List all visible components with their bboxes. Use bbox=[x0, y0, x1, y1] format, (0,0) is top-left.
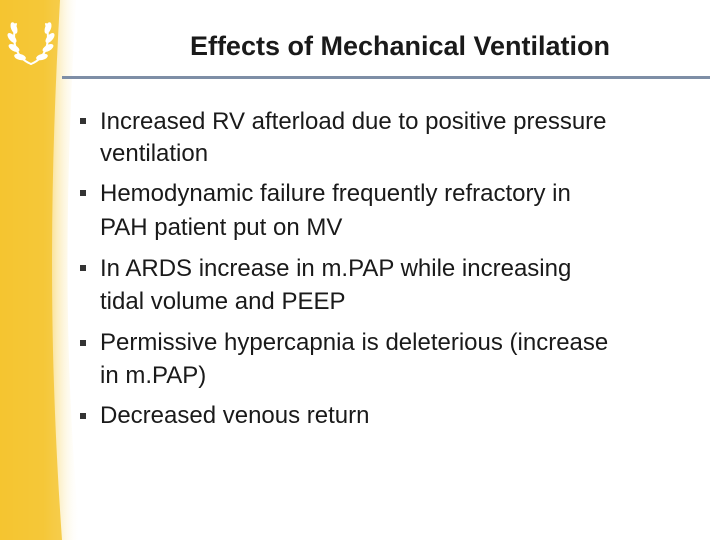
square-bullet-icon bbox=[80, 190, 86, 196]
bullet-1-line-1: Increased RV afterload due to positive pressure bbox=[100, 108, 607, 135]
square-bullet-icon bbox=[80, 265, 86, 271]
bullet-4-line-1: Permissive hypercapnia is deleterious (increase bbox=[100, 329, 609, 356]
square-bullet-icon bbox=[80, 118, 86, 124]
bullet-4-line-2: in m.PAP) bbox=[100, 362, 207, 389]
square-bullet-icon bbox=[80, 413, 86, 419]
title-divider bbox=[62, 76, 710, 79]
square-bullet-icon bbox=[80, 340, 86, 346]
bullet-3-line-1: In ARDS increase in m.PAP while increasing bbox=[100, 255, 572, 282]
laurel-wreath-icon bbox=[6, 12, 56, 70]
bullet-2-line-1: Hemodynamic failure frequently refractory in bbox=[100, 180, 571, 207]
bullet-3-line-2: tidal volume and PEEP bbox=[100, 288, 346, 315]
slide-title: Effects of Mechanical Ventilation bbox=[189, 31, 611, 61]
side-band-decoration bbox=[0, 0, 80, 540]
bullet-5-line-1: Decreased venous return bbox=[100, 402, 370, 429]
bullet-2-line-2: PAH patient put on MV bbox=[100, 214, 343, 241]
bullet-1-line-2: ventilation bbox=[100, 140, 209, 167]
